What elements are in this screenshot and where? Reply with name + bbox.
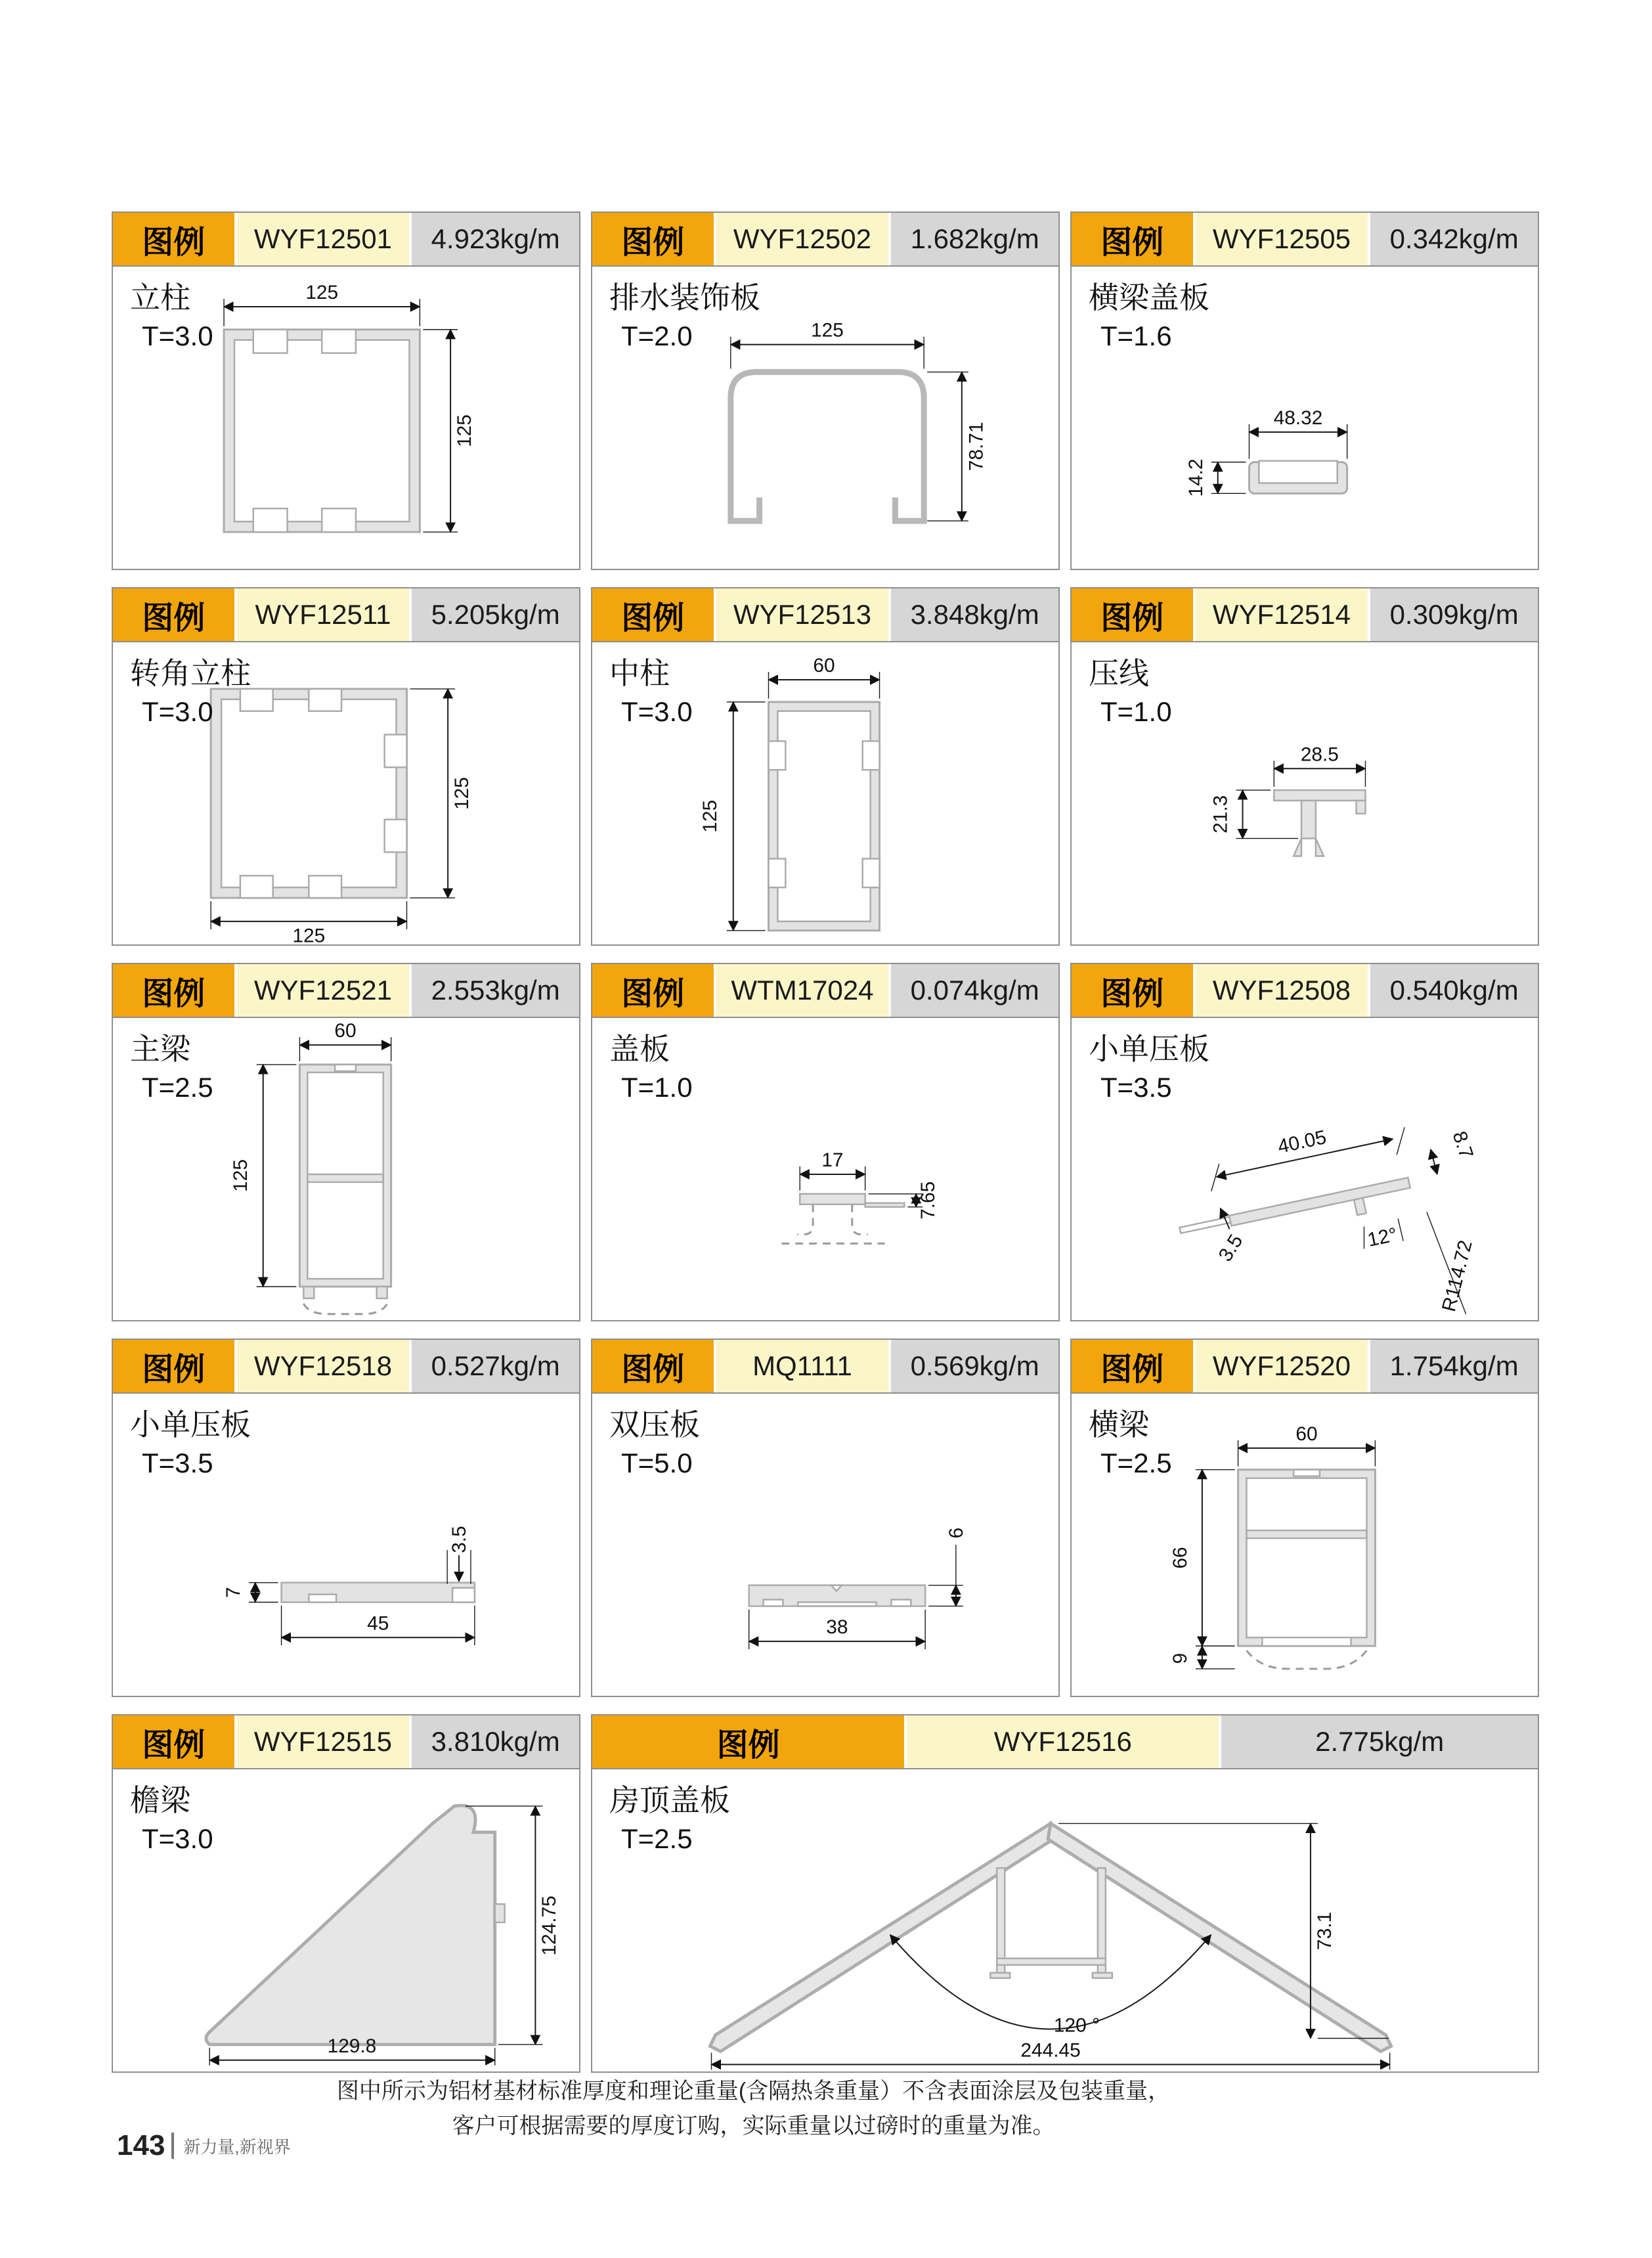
card-header: [113, 1340, 579, 1394]
legend-label: 图例: [1072, 588, 1193, 641]
profile-card-wyf12502: [591, 211, 1060, 570]
profile-name-block: [1089, 1029, 1209, 1107]
svg-text:28.5: 28.5: [1300, 743, 1339, 766]
footer-divider: [171, 2133, 174, 2159]
svg-text:125: 125: [450, 777, 473, 810]
svg-text:3.5: 3.5: [1214, 1230, 1248, 1266]
card-header: [592, 1716, 1538, 1769]
legend-label: 图例: [113, 1716, 234, 1768]
legend-label: 图例: [592, 1716, 904, 1768]
profile-code: WYF12508: [1196, 964, 1368, 1017]
card-body: [1072, 267, 1538, 569]
profile-thickness: T=3.0: [142, 1823, 213, 1855]
profile-thickness: T=3.5: [142, 1448, 213, 1479]
profile-card-wyf12515: [112, 1714, 580, 2073]
legend-label: 图例: [592, 964, 714, 1017]
card-header: [592, 588, 1058, 642]
profile-weight: 3.848kg/m: [891, 588, 1058, 641]
profile-name: 房顶盖板: [609, 1783, 730, 1817]
card-header: [113, 213, 579, 267]
legend-label: 图例: [592, 213, 714, 265]
profile-name-block: [130, 1780, 213, 1858]
profile-name: 立柱: [130, 280, 190, 315]
legend-label: 图例: [1072, 1340, 1193, 1392]
legend-label: 图例: [113, 588, 234, 641]
card-body: [1072, 642, 1538, 944]
profile-code: MQ1111: [716, 1340, 889, 1392]
card-header: [592, 213, 1058, 267]
card-header: [1072, 964, 1538, 1018]
profile-name: 盖板: [609, 1032, 670, 1066]
profile-weight: 0.309kg/m: [1370, 588, 1538, 641]
profile-code: WYF12505: [1196, 213, 1368, 265]
svg-text:8.7: 8.7: [1448, 1128, 1477, 1162]
card-body: [113, 1018, 579, 1320]
profile-name: 檐梁: [130, 1783, 190, 1817]
svg-text:21.3: 21.3: [1209, 795, 1232, 833]
profile-card-wyf12501: [112, 211, 580, 570]
profile-card-wyf12520: [1070, 1339, 1539, 1697]
profile-card-wyf12505: [1070, 211, 1539, 570]
profile-card-wyf12508: [1070, 963, 1539, 1321]
profile-weight: 2.775kg/m: [1221, 1716, 1538, 1768]
svg-text:R114.72: R114.72: [1438, 1238, 1477, 1314]
card-header: [1072, 213, 1538, 267]
profile-thickness: T=1.0: [1100, 696, 1172, 728]
card-body: [1072, 1394, 1538, 1696]
profile-card-wyf12521: [112, 963, 580, 1321]
profile-name: 横梁盖板: [1089, 280, 1209, 315]
profile-grid: [112, 211, 1540, 2090]
profile-thickness: T=5.0: [621, 1448, 693, 1479]
row-5: [112, 1714, 1540, 2073]
profile-card-wtm17024: [591, 963, 1060, 1321]
profile-name-block: [130, 1029, 213, 1107]
svg-text:124.75: 124.75: [538, 1895, 561, 1956]
card-body: [1072, 1018, 1538, 1320]
legend-label: 图例: [592, 1340, 714, 1392]
row-2: [112, 587, 1540, 946]
profile-code: WYF12520: [1196, 1340, 1368, 1392]
profile-code: WYF12501: [237, 213, 410, 265]
profile-name-block: [130, 1404, 251, 1482]
svg-text:12°: 12°: [1365, 1224, 1399, 1251]
profile-name-block: [609, 1780, 730, 1858]
profile-weight: 0.342kg/m: [1370, 213, 1538, 265]
footer-note-line2: 客户可根据需要的厚度订购，实际重量以过磅时的重量为准。: [452, 2113, 1055, 2138]
profile-name: 主梁: [130, 1032, 190, 1066]
svg-text:45: 45: [367, 1612, 389, 1635]
profile-name: 小单压板: [130, 1407, 251, 1442]
profile-name-block: [1089, 277, 1209, 355]
svg-text:60: 60: [1295, 1423, 1318, 1445]
card-body: [592, 1394, 1058, 1696]
profile-weight: 0.074kg/m: [891, 964, 1058, 1017]
profile-weight: 5.205kg/m: [412, 588, 579, 641]
profile-code: WTM17024: [716, 964, 889, 1017]
profile-weight: 0.527kg/m: [412, 1340, 579, 1392]
legend-label: 图例: [113, 1340, 234, 1392]
profile-code: WYF12516: [907, 1716, 1219, 1768]
svg-text:125: 125: [811, 319, 844, 342]
card-body: [113, 267, 579, 569]
svg-text:48.32: 48.32: [1273, 407, 1323, 429]
profile-name-block: [609, 277, 760, 355]
row-3: [112, 963, 1540, 1321]
profile-code: WYF12511: [237, 588, 410, 641]
profile-thickness: T=1.0: [621, 1072, 693, 1103]
svg-text:125: 125: [229, 1159, 251, 1192]
card-header: [592, 964, 1058, 1018]
profile-card-wyf12513: [591, 587, 1060, 946]
svg-text:7: 7: [222, 1587, 244, 1598]
profile-thickness: T=3.5: [1100, 1072, 1172, 1103]
svg-text:7.65: 7.65: [917, 1181, 940, 1220]
profile-name-block: [609, 1404, 700, 1482]
profile-weight: 4.923kg/m: [412, 213, 579, 265]
card-body: [113, 642, 579, 944]
profile-card-wyf12516: [591, 1714, 1539, 2073]
profile-weight: 1.754kg/m: [1370, 1340, 1538, 1392]
profile-name-block: [1089, 653, 1172, 731]
profile-thickness: T=3.0: [142, 696, 213, 728]
page-tagline: 新力量,新视界: [183, 2136, 291, 2157]
svg-text:244.45: 244.45: [1020, 2039, 1081, 2062]
svg-text:3.5: 3.5: [448, 1526, 470, 1553]
profile-thickness: T=1.6: [1100, 321, 1172, 352]
svg-text:60: 60: [334, 1020, 357, 1042]
profile-weight: 3.810kg/m: [412, 1716, 579, 1768]
profile-thickness: T=2.5: [1100, 1448, 1172, 1479]
profile-card-wyf12514: [1070, 587, 1539, 946]
svg-text:125: 125: [292, 925, 326, 944]
profile-code: WYF12514: [1196, 588, 1368, 641]
svg-text:78.71: 78.71: [965, 422, 988, 472]
svg-text:125: 125: [699, 799, 721, 833]
profile-thickness: T=2.5: [621, 1823, 693, 1855]
profile-thickness: T=2.0: [621, 321, 693, 352]
profile-card-wyf12518: [112, 1339, 580, 1697]
card-body: [592, 1018, 1058, 1320]
profile-weight: 0.540kg/m: [1370, 964, 1538, 1017]
profile-thickness: T=2.5: [142, 1072, 213, 1103]
legend-label: 图例: [113, 213, 234, 265]
card-header: [1072, 1340, 1538, 1394]
card-body: [592, 1769, 1538, 2071]
card-body: [113, 1394, 579, 1696]
card-header: [592, 1340, 1058, 1394]
profile-card-wyf12511: [112, 587, 580, 946]
card-body: [113, 1769, 579, 2071]
card-header: [1072, 588, 1538, 642]
svg-text:66: 66: [1169, 1547, 1192, 1569]
profile-name: 横梁: [1089, 1407, 1149, 1442]
profile-weight: 1.682kg/m: [891, 213, 1058, 265]
page-footer: [117, 2129, 291, 2162]
card-header: [113, 1716, 579, 1769]
legend-label: 图例: [592, 588, 714, 641]
profile-code: WYF12518: [237, 1340, 410, 1392]
profile-name: 排水装饰板: [609, 280, 760, 315]
profile-name-block: [130, 277, 213, 355]
profile-name: 转角立柱: [130, 656, 251, 690]
svg-text:125: 125: [305, 282, 339, 304]
profile-thickness: T=3.0: [142, 321, 213, 352]
row-1: [112, 211, 1540, 570]
svg-text:73.1: 73.1: [1313, 1911, 1336, 1951]
card-header: [113, 964, 579, 1018]
footer-note-line1: 图中所示为铝材基材标准厚度和理论重量(含隔热条重量）不含表面涂层及包装重量，: [336, 2079, 1171, 2104]
profile-code: WYF12521: [237, 964, 410, 1017]
svg-text:14.2: 14.2: [1185, 458, 1207, 497]
svg-text:38: 38: [826, 1616, 848, 1639]
svg-text:40.05: 40.05: [1276, 1126, 1328, 1158]
svg-text:6: 6: [945, 1527, 967, 1539]
legend-label: 图例: [1072, 213, 1193, 265]
profile-name: 中柱: [609, 656, 670, 690]
card-body: [592, 267, 1058, 569]
svg-text:17: 17: [821, 1149, 844, 1172]
legend-label: 图例: [113, 964, 234, 1017]
card-header: [113, 588, 579, 642]
profile-weight: 0.569kg/m: [891, 1340, 1058, 1392]
profile-name: 双压板: [609, 1407, 700, 1442]
page-number: 143: [117, 2129, 165, 2161]
profile-code: WYF12513: [716, 588, 889, 641]
svg-text:9: 9: [1169, 1652, 1192, 1664]
svg-text:60: 60: [813, 655, 835, 677]
card-body: [592, 642, 1058, 944]
profile-card-mq1111: [591, 1339, 1060, 1697]
profile-code: WYF12515: [237, 1716, 410, 1768]
legend-label: 图例: [1072, 964, 1193, 1017]
profile-name-block: [609, 653, 693, 731]
svg-text:129.8: 129.8: [327, 2035, 377, 2057]
profile-name-block: [609, 1029, 693, 1107]
profile-weight: 2.553kg/m: [412, 964, 579, 1017]
svg-text:125: 125: [453, 414, 475, 447]
profile-drawing: [592, 1769, 1538, 2071]
profile-name-block: [1089, 1404, 1172, 1482]
profile-thickness: T=3.0: [621, 696, 693, 728]
svg-text:120 °: 120 °: [1053, 2014, 1100, 2037]
profile-name: 小单压板: [1089, 1032, 1209, 1066]
row-4: [112, 1339, 1540, 1697]
profile-name-block: [130, 653, 251, 731]
profile-name: 压线: [1089, 656, 1149, 690]
profile-code: WYF12502: [716, 213, 889, 265]
